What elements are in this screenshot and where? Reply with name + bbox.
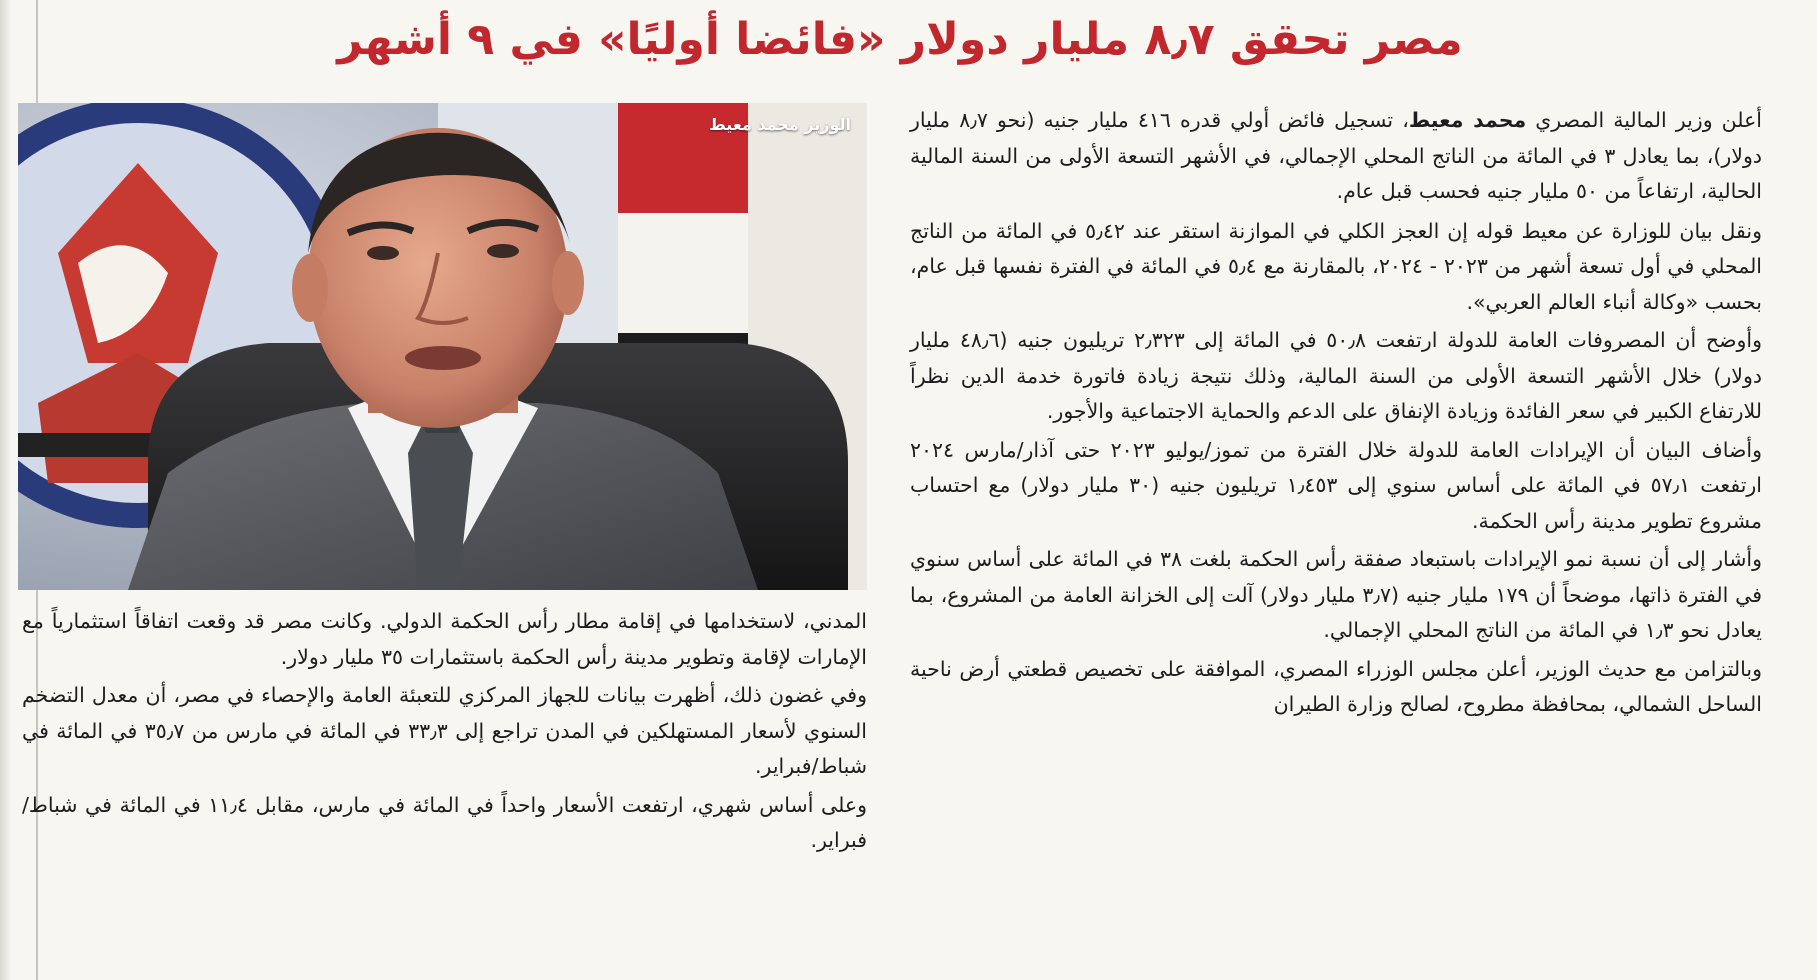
paragraph: وبالتزامن مع حديث الوزير، أعلن مجلس الوزراء المصري، الموافقة على تخصيص قطعتي أرض ناحية الساحل الشمالي، بمحافظة مطروح، لصالح وزارة الطيران	[910, 656, 1762, 716]
paragraph: المدني، لاستخدامها في إقامة مطار رأس الحكمة الدولي. وكانت مصر قد وقعت اتفاقاً استثمارياً مع الإمارات لإقامة وتطوير مدينة رأس الحكمة باستثمارات ٣٥ مليار دولار.	[22, 609, 867, 669]
article-column-left	[22, 604, 867, 862]
page-binding-edge	[0, 0, 10, 980]
minister-name: محمد معيط	[1408, 108, 1527, 132]
paragraph: ونقل بيان للوزارة عن معيط قوله إن العجز الكلي في الموازنة استقر عند ٥٫٤٢ في المائة من الناتج المحلي في أول تسعة أشهر من ٢٠٢٣ - ٢٠٢٤، بالمقارنة مع ٥٫٤ في المائة في الفترة نفسها قبل عام، بحسب «وكالة أنباء العالم العربي».	[910, 218, 1763, 314]
paragraph: وفي غضون ذلك، أظهرت بيانات للجهاز المركزي للتعبئة العامة والإحصاء في مصر، أن معدل التضخم السنوي لأسعار المستهلكين في المدن تراجع إلى ٣٣٫٣ في المائة في مارس من ٣٥٫٧ في المائة في شباط/فبراير.	[22, 683, 867, 778]
article-headline: مصر تحقق ٨٫٧ مليار دولار «فائضا أوليًا» في ٩ أشهر	[337, 14, 1463, 65]
paragraph: أعلن وزير المالية المصري محمد معيط، تسجيل فائض أولي قدره ٤١٦ مليار جنيه (نحو ٨٫٧ مليار دولار)، بما يعادل ٣ في المائة من الناتج المحلي الإجمالي، في الأشهر التسعة الأولى من السنة المالية الحالية، ارتفاعاً من ٥٠ مليار جنيه فحسب قبل عام.	[910, 108, 1762, 203]
minister-photo	[18, 103, 867, 590]
paragraph: وعلى أساس شهري، ارتفعت الأسعار واحداً في المائة في مارس، مقابل ١١٫٤ في المائة في شباط/فبراير.	[22, 792, 867, 852]
paragraph: وأشار إلى أن نسبة نمو الإيرادات باستبعاد صفقة رأس الحكمة بلغت ٣٨ في المائة على أساس سنوي في الفترة ذاتها، موضحاً أن ١٧٩ مليار جنيه (٣٫٧ مليار دولار) آلت إلى الخزانة العامة من المشروع، بما يعادل نحو ١٫٣ في المائة من الناتج المحلي الإجمالي.	[910, 547, 1763, 642]
paragraph: وأوضح أن المصروفات العامة للدولة ارتفعت ٥٠٫٨ في المائة إلى ٢٫٣٢٣ تريليون جنيه (٤٨٫٦ مليار دولار) خلال الأشهر التسعة الأولى من السنة المالية، وذلك نتيجة زيادة فاتورة خدمة الدين نظراً للارتفاع الكبير في سعر الفائدة وزيادة الإنفاق على الدعم والحماية الاجتماعية والأجور.	[910, 328, 1762, 423]
photo-caption: الوزير محمد معيط	[709, 115, 851, 134]
article-column-right	[910, 103, 1762, 726]
paragraph: وأضاف البيان أن الإيرادات العامة للدولة خلال الفترة من تموز/يوليو ٢٠٢٣ حتى آذار/مارس ٢٠٢٤ ارتفعت ٥٧٫١ في المائة على أساس سنوي إلى ١٫٤٥٣ تريليون جنيه (٣٠ مليار دولار) مع احتساب مشروع تطوير مدينة رأس الحكمة.	[910, 437, 1762, 533]
